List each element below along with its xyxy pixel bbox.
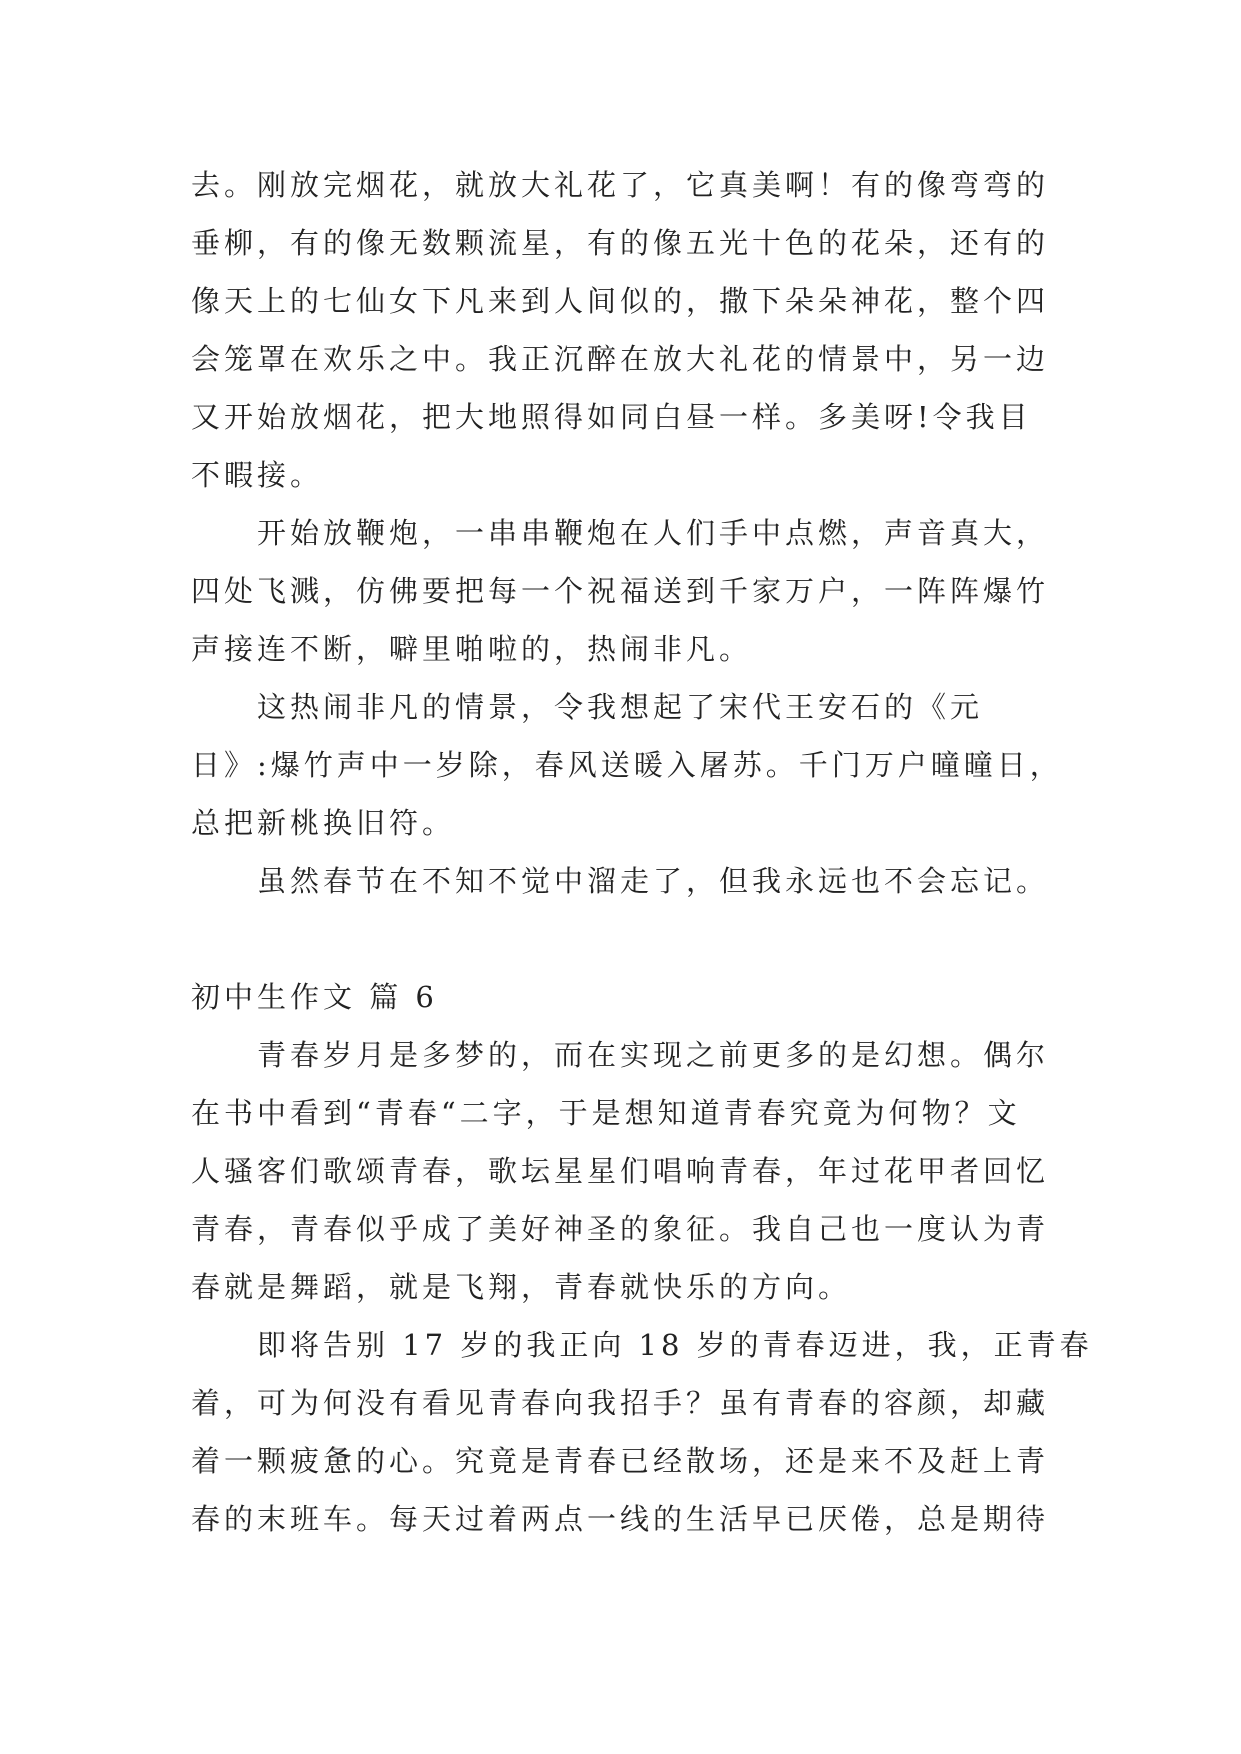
text-line: 四处飞溅，仿佛要把每一个祝福送到千家万户，一阵阵爆竹 <box>191 574 1050 608</box>
text-line: 春的末班车。每天过着两点一线的生活早已厌倦，总是期待 <box>191 1502 1050 1536</box>
paragraph <box>191 1316 1093 1548</box>
text-line: 又开始放烟花，把大地照得如同白昼一样。多美呀!令我目 <box>191 400 1032 434</box>
section-spacer <box>191 910 1061 968</box>
paragraph <box>191 504 1061 678</box>
text-line: 即将告别 17 岁的我正向 18 岁的青春迈进，我，正青春 <box>257 1328 1093 1362</box>
text-line: 去。刚放完烟花，就放大礼花了，它真美啊！有的像弯弯的 <box>191 168 1050 202</box>
text-line: 不暇接。 <box>191 458 324 492</box>
text-line: 开始放鞭炮，一串串鞭炮在人们手中点燃，声音真大， <box>257 516 1050 550</box>
text-line: 虽然春节在不知不觉中溜走了，但我永远也不会忘记。 <box>257 864 1050 898</box>
section-title: 初中生作文 篇 6 <box>191 980 438 1014</box>
text-line: 人骚客们歌颂青春，歌坛星星们唱响青春，年过花甲者回忆 <box>191 1154 1050 1188</box>
text-line: 日》:爆竹声中一岁除，春风送暖入屠苏。千门万户曈曈日， <box>191 748 1063 782</box>
paragraph <box>191 1026 1061 1316</box>
document-page <box>191 156 1093 1548</box>
text-line: 声接连不断，噼里啪啦的，热闹非凡。 <box>191 632 753 666</box>
text-line: 会笼罩在欢乐之中。我正沉醉在放大礼花的情景中，另一边 <box>191 342 1050 376</box>
text-line: 着，可为何没有看见青春向我招手？虽有青春的容颜，却藏 <box>191 1386 1050 1420</box>
text-line: 在书中看到“青春“二字，于是想知道青春究竟为何物？文 <box>191 1096 1021 1130</box>
text-line: 春就是舞蹈，就是飞翔，青春就快乐的方向。 <box>191 1270 852 1304</box>
paragraph <box>191 852 1061 910</box>
text-line: 青春岁月是多梦的，而在实现之前更多的是幻想。偶尔 <box>257 1038 1050 1072</box>
text-line: 总把新桃换旧符。 <box>191 806 456 840</box>
paragraph <box>191 678 1061 852</box>
text-line: 这热闹非凡的情景，令我想起了宋代王安石的《元 <box>257 690 984 724</box>
paragraph <box>191 156 1061 504</box>
text-line: 青春，青春似乎成了美好神圣的象征。我自己也一度认为青 <box>191 1212 1050 1246</box>
text-line: 着一颗疲惫的心。究竟是青春已经散场，还是来不及赶上青 <box>191 1444 1050 1478</box>
text-line: 像天上的七仙女下凡来到人间似的，撒下朵朵神花，整个四 <box>191 284 1050 318</box>
text-line: 垂柳，有的像无数颗流星，有的像五光十色的花朵，还有的 <box>191 226 1050 260</box>
